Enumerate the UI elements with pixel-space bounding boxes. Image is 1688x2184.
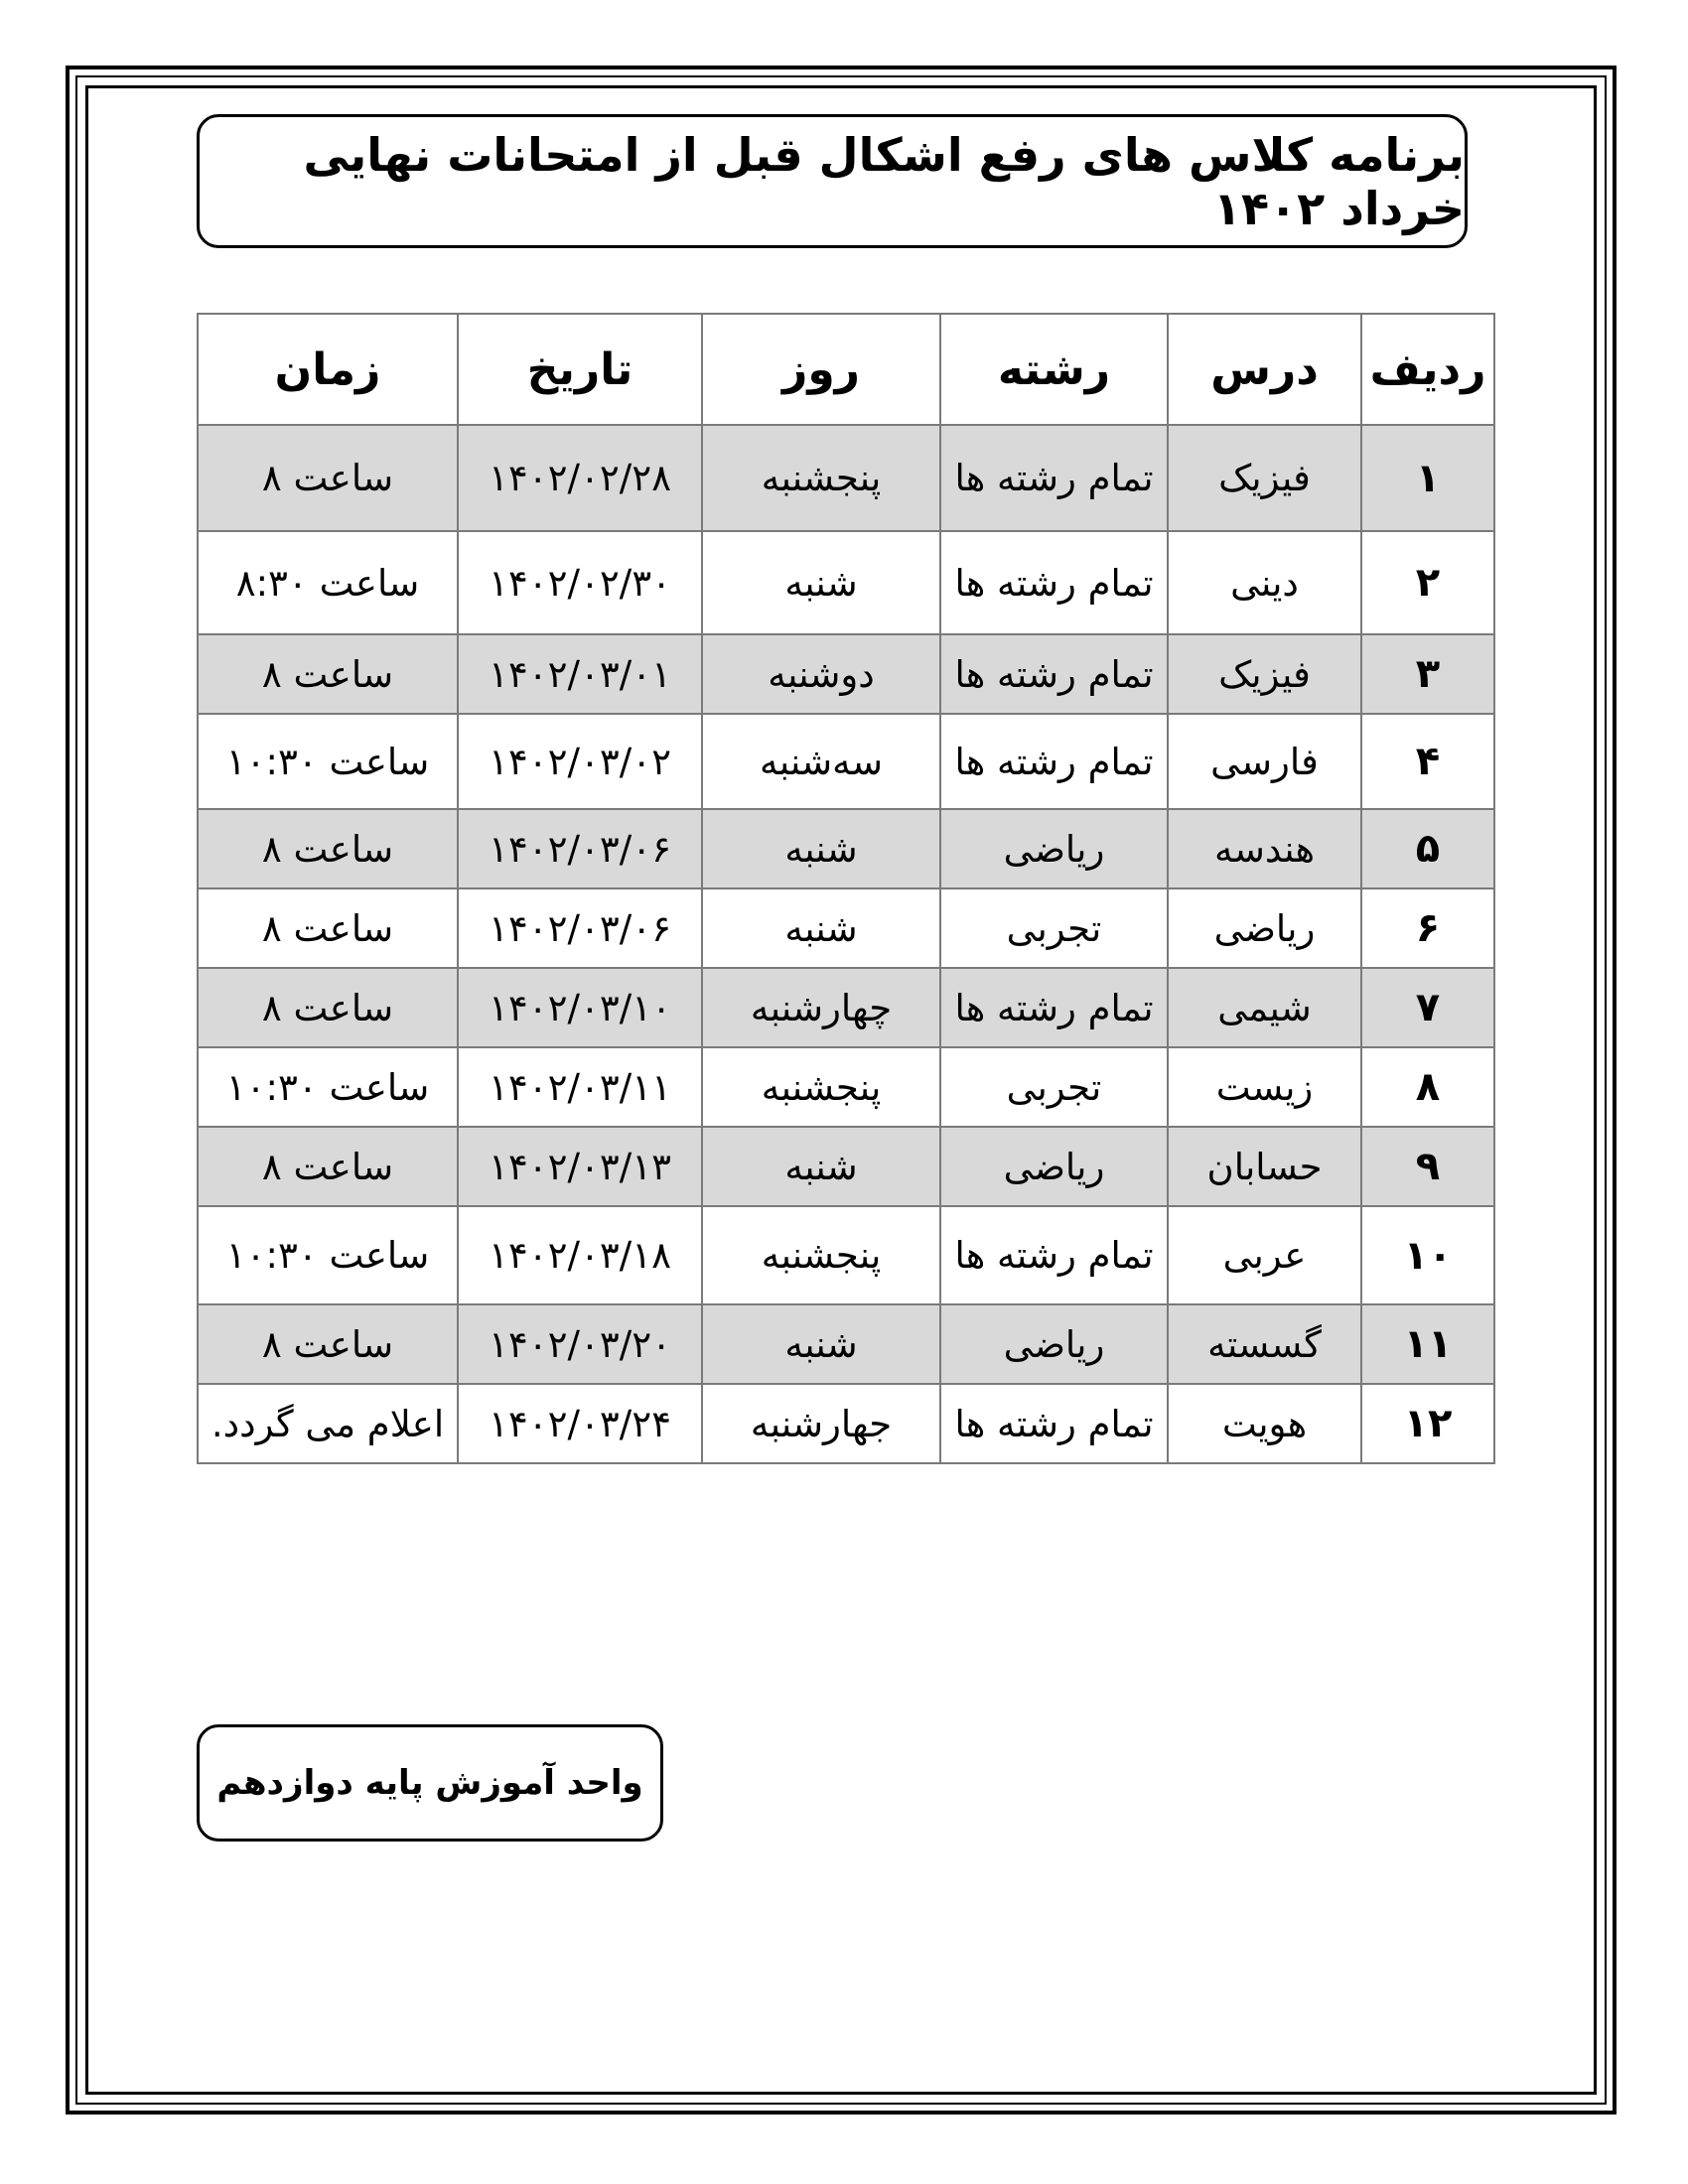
cell-day: شنبه xyxy=(702,531,940,634)
table-row xyxy=(198,809,1494,888)
cell-time: اعلام می گردد. xyxy=(198,1384,458,1463)
cell-row-number: ۱۱ xyxy=(1361,1304,1494,1384)
title-box xyxy=(197,114,1468,248)
cell-subject: فارسی xyxy=(1168,714,1361,809)
cell-subject: هندسه xyxy=(1168,809,1361,888)
header-day: روز xyxy=(702,314,940,425)
cell-date: ۱۴۰۲/۰۳/۲۰ xyxy=(458,1304,702,1384)
cell-row-number: ۶ xyxy=(1361,888,1494,968)
cell-day: دوشنبه xyxy=(702,634,940,714)
cell-date: ۱۴۰۲/۰۳/۲۴ xyxy=(458,1384,702,1463)
cell-date: ۱۴۰۲/۰۳/۰۶ xyxy=(458,809,702,888)
table-row xyxy=(198,1127,1494,1206)
header-subject: درس xyxy=(1168,314,1361,425)
cell-field: تمام رشته ها xyxy=(940,425,1168,531)
cell-field: تمام رشته ها xyxy=(940,1384,1168,1463)
cell-field: تجربی xyxy=(940,888,1168,968)
footer-signature: واحد آموزش پایه دوازدهم xyxy=(216,1763,643,1803)
cell-subject: زیست xyxy=(1168,1047,1361,1127)
cell-day: پنجشنبه xyxy=(702,425,940,531)
cell-day: شنبه xyxy=(702,1127,940,1206)
header-date: تاریخ xyxy=(458,314,702,425)
cell-row-number: ۲ xyxy=(1361,531,1494,634)
cell-field: ریاضی xyxy=(940,1127,1168,1206)
cell-day: شنبه xyxy=(702,888,940,968)
cell-subject: حسابان xyxy=(1168,1127,1361,1206)
cell-time: ساعت ۸ xyxy=(198,425,458,531)
cell-day: شنبه xyxy=(702,809,940,888)
cell-field: تجربی xyxy=(940,1047,1168,1127)
cell-row-number: ۱۲ xyxy=(1361,1384,1494,1463)
cell-date: ۱۴۰۲/۰۳/۰۱ xyxy=(458,634,702,714)
cell-row-number: ۵ xyxy=(1361,809,1494,888)
cell-date: ۱۴۰۲/۰۳/۱۳ xyxy=(458,1127,702,1206)
cell-date: ۱۴۰۲/۰۲/۲۸ xyxy=(458,425,702,531)
cell-field: تمام رشته ها xyxy=(940,531,1168,634)
table-row xyxy=(198,1206,1494,1304)
cell-subject: هویت xyxy=(1168,1384,1361,1463)
table-row xyxy=(198,714,1494,809)
table-row xyxy=(198,634,1494,714)
table-row xyxy=(198,531,1494,634)
cell-day: شنبه xyxy=(702,1304,940,1384)
cell-subject: عربی xyxy=(1168,1206,1361,1304)
schedule-table xyxy=(197,313,1495,1464)
cell-date: ۱۴۰۲/۰۲/۳۰ xyxy=(458,531,702,634)
cell-time: ساعت ۸ xyxy=(198,968,458,1047)
table-row xyxy=(198,888,1494,968)
cell-date: ۱۴۰۲/۰۳/۰۲ xyxy=(458,714,702,809)
table-row xyxy=(198,968,1494,1047)
cell-field: تمام رشته ها xyxy=(940,968,1168,1047)
cell-time: ساعت ۸:۳۰ xyxy=(198,531,458,634)
cell-row-number: ۱ xyxy=(1361,425,1494,531)
header-field: رشته xyxy=(940,314,1168,425)
cell-date: ۱۴۰۲/۰۳/۱۸ xyxy=(458,1206,702,1304)
header-row-number: ردیف xyxy=(1361,314,1494,425)
cell-row-number: ۸ xyxy=(1361,1047,1494,1127)
table-row xyxy=(198,1047,1494,1127)
cell-day: جهارشنبه xyxy=(702,1384,940,1463)
cell-row-number: ۳ xyxy=(1361,634,1494,714)
cell-subject: فیزیک xyxy=(1168,425,1361,531)
cell-subject: شیمی xyxy=(1168,968,1361,1047)
cell-field: ریاضی xyxy=(940,1304,1168,1384)
cell-subject: فیزیک xyxy=(1168,634,1361,714)
cell-field: تمام رشته ها xyxy=(940,1206,1168,1304)
cell-time: ساعت ۸ xyxy=(198,888,458,968)
cell-row-number: ۴ xyxy=(1361,714,1494,809)
cell-field: ریاضی xyxy=(940,809,1168,888)
cell-time: ساعت ۱۰:۳۰ xyxy=(198,714,458,809)
cell-time: ساعت ۸ xyxy=(198,634,458,714)
cell-time: ساعت ۸ xyxy=(198,1127,458,1206)
cell-row-number: ۹ xyxy=(1361,1127,1494,1206)
cell-time: ساعت ۸ xyxy=(198,1304,458,1384)
cell-field: تمام رشته ها xyxy=(940,714,1168,809)
cell-time: ساعت ۱۰:۳۰ xyxy=(198,1047,458,1127)
cell-day: چهارشنبه xyxy=(702,968,940,1047)
cell-subject: دینی xyxy=(1168,531,1361,634)
cell-time: ساعت ۸ xyxy=(198,809,458,888)
cell-date: ۱۴۰۲/۰۳/۱۰ xyxy=(458,968,702,1047)
table-row xyxy=(198,1384,1494,1463)
cell-row-number: ۱۰ xyxy=(1361,1206,1494,1304)
schedule-body xyxy=(198,425,1494,1463)
table-row xyxy=(198,425,1494,531)
cell-day: پنجشنبه xyxy=(702,1047,940,1127)
cell-date: ۱۴۰۲/۰۳/۰۶ xyxy=(458,888,702,968)
table-row xyxy=(198,1304,1494,1384)
header-time: زمان xyxy=(198,314,458,425)
cell-date: ۱۴۰۲/۰۳/۱۱ xyxy=(458,1047,702,1127)
cell-row-number: ۷ xyxy=(1361,968,1494,1047)
cell-subject: ریاضی xyxy=(1168,888,1361,968)
cell-day: سه‌شنبه xyxy=(702,714,940,809)
cell-day: پنجشنبه xyxy=(702,1206,940,1304)
cell-time: ساعت ۱۰:۳۰ xyxy=(198,1206,458,1304)
page-title: برنامه کلاس های رفع اشکال قبل از امتحانات نهایی خرداد ۱۴۰۲ xyxy=(303,127,1465,235)
table-header-row xyxy=(198,314,1494,425)
cell-subject: گسسته xyxy=(1168,1304,1361,1384)
footer-box xyxy=(197,1724,663,1842)
cell-field: تمام رشته ها xyxy=(940,634,1168,714)
